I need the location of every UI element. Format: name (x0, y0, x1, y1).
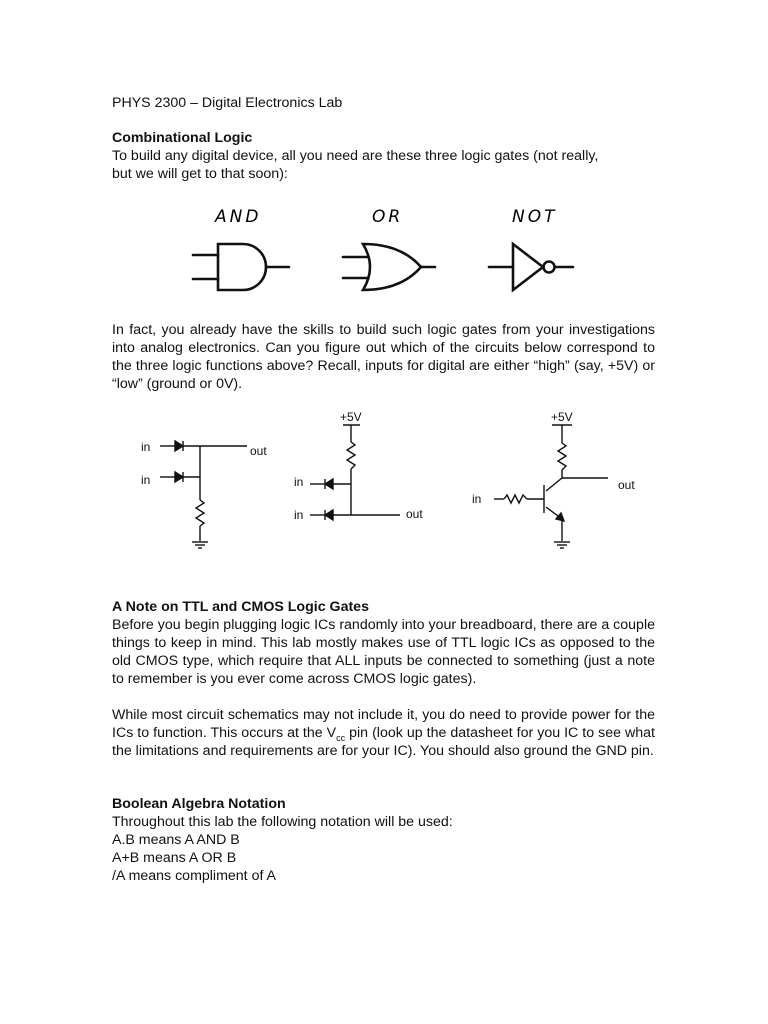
notation-or: A+B means A OR B (112, 850, 237, 866)
and-gate-symbol (193, 244, 289, 290)
not-gate-symbol (489, 244, 573, 290)
notation-not: /A means compliment of A (112, 868, 277, 884)
and-gate-label: AND (215, 207, 262, 227)
intro-line-2: but we will get to that soon): (112, 166, 288, 182)
vcc-subscript: cc (336, 732, 346, 743)
section-heading-combinational-logic: Combinational Logic (112, 130, 253, 146)
transistor-circuit (494, 425, 608, 548)
c2-input-b-label: in (294, 508, 304, 522)
diode-circuit-2 (310, 425, 400, 520)
c3-supply-label: +5V (551, 410, 573, 424)
paragraph-power-pins (112, 706, 655, 760)
c3-input-label: in (472, 492, 482, 506)
boolean-intro: Throughout this lab the following notation will be used: (112, 814, 453, 830)
power-text-end: pin (look up the datasheet for you IC to see what the limitations and requirements are for your IC). You should also ground the GND pin. (112, 725, 655, 759)
or-gate-label: OR (372, 207, 404, 227)
c1-input-b-label: in (141, 473, 151, 487)
c1-output-label: out (250, 444, 267, 458)
circuits-figure (120, 405, 660, 565)
intro-paragraph (112, 147, 655, 183)
diode-circuit-1 (160, 441, 247, 548)
logic-gates-figure (185, 200, 585, 300)
doc-title: PHYS 2300 – Digital Electronics Lab (112, 95, 343, 111)
c2-input-a-label: in (294, 475, 304, 489)
section-heading-boolean: Boolean Algebra Notation (112, 796, 286, 812)
c1-input-a-label: in (141, 440, 151, 454)
section-heading-ttl-cmos: A Note on TTL and CMOS Logic Gates (112, 599, 369, 615)
or-gate-symbol (343, 244, 435, 290)
paragraph-ttl-cmos: Before you begin plugging logic ICs randomly into your breadboard, there are a couple things to keep in mind. This lab mostly makes use of TTL logic ICs as opposed to the old CMOS type, which require that ALL inputs be connected to something (just a note to remember is you ever come across CMOS logic gates). (112, 617, 655, 687)
intro-line-1: To build any digital device, all you need are these three logic gates (not really, (112, 148, 599, 164)
notation-and: A.B means A AND B (112, 832, 240, 848)
not-gate-label: NOT (512, 207, 558, 227)
c3-output-label: out (618, 478, 635, 492)
c2-output-label: out (406, 507, 423, 521)
c2-supply-label: +5V (340, 410, 362, 424)
power-text-start: While most circuit schematics may not include it, you do need to provide power for the ICs to function. This occurs at the V (112, 707, 655, 741)
paragraph-analog-skills: In fact, you already have the skills to build such logic gates from your investigations into analog electronics. Can you figure out which of the circuits below correspond to the three logic functions above? Recall, inputs for digital are either “high” (say, +5V) or “low” (ground or 0V). (112, 322, 655, 392)
